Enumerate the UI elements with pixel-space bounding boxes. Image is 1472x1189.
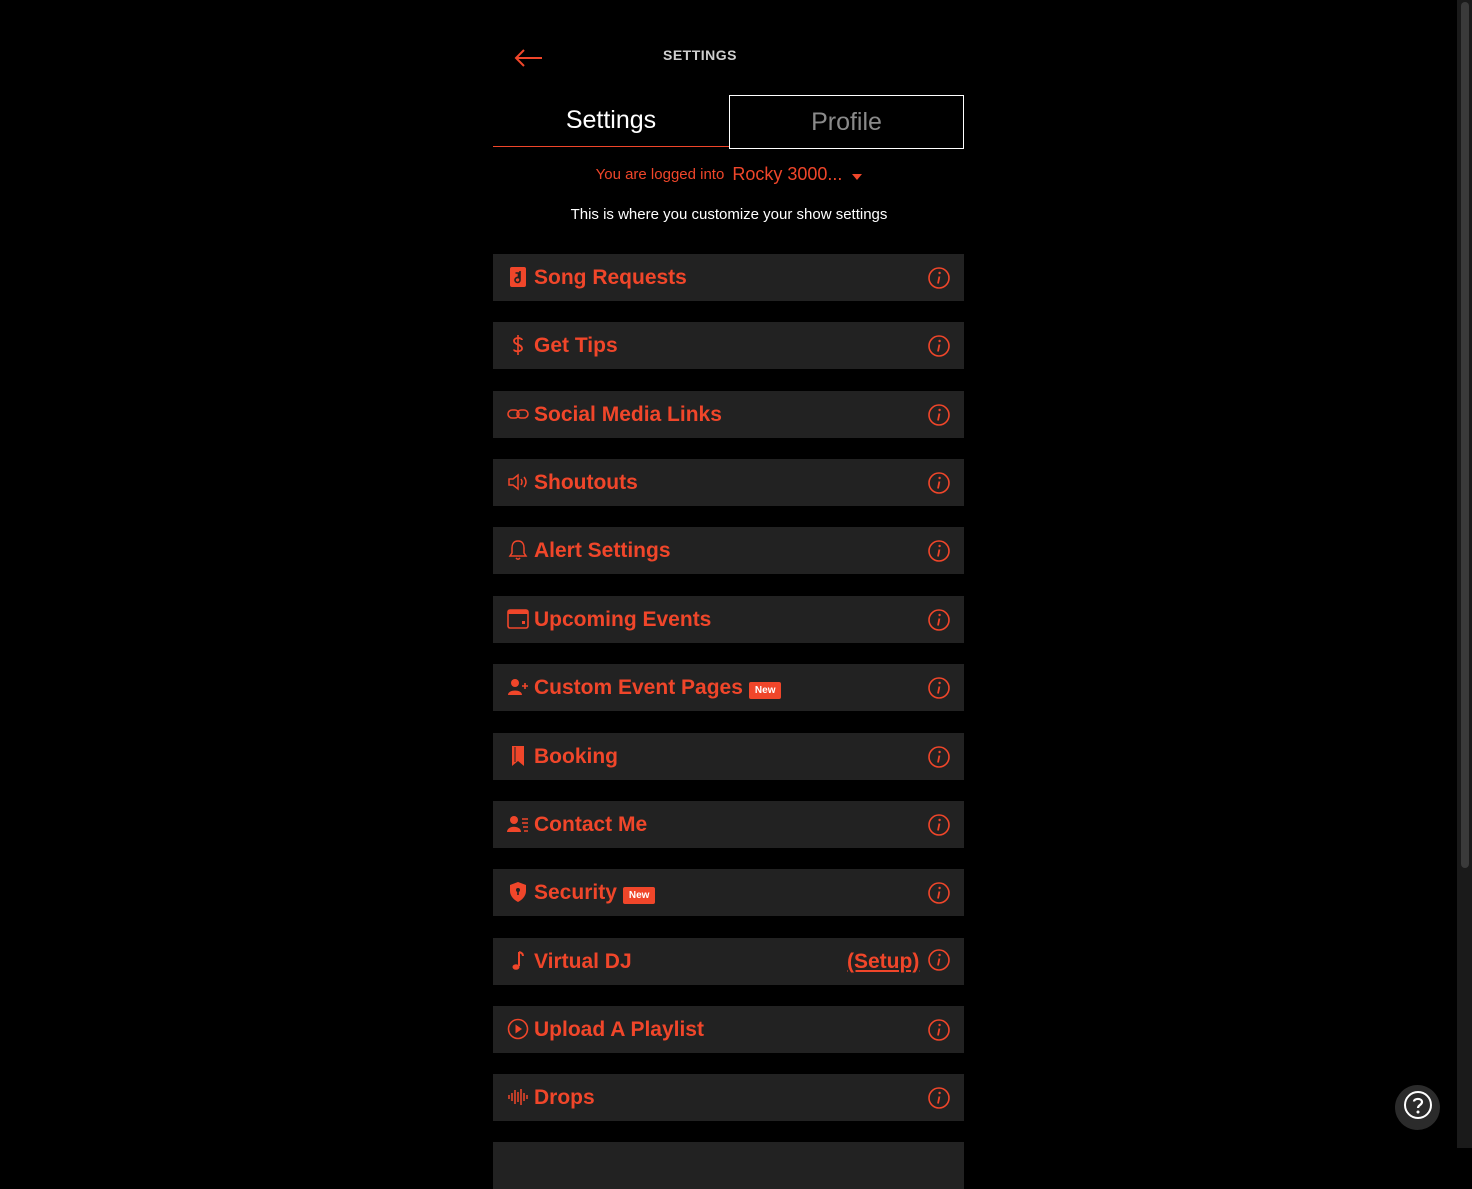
menu-item-shoutouts[interactable] xyxy=(493,459,964,506)
account-dropdown[interactable] xyxy=(732,164,862,185)
link-icon xyxy=(507,403,529,425)
menu-item-song-requests[interactable] xyxy=(493,254,964,301)
question-circle-icon xyxy=(1403,1090,1433,1125)
menu-label: Shoutouts xyxy=(534,470,638,494)
menu-item-security[interactable] xyxy=(493,869,964,916)
caret-down-icon xyxy=(852,174,862,180)
calendar-icon xyxy=(507,608,529,630)
tab-settings[interactable]: Settings xyxy=(493,95,729,147)
info-icon[interactable] xyxy=(927,1086,951,1110)
menu-label: Alert Settings xyxy=(534,538,671,562)
info-icon[interactable] xyxy=(927,948,951,972)
info-icon[interactable] xyxy=(927,608,951,632)
menu-label: Song Requests xyxy=(534,265,687,289)
info-icon[interactable] xyxy=(927,813,951,837)
menu-label: Contact Me xyxy=(534,812,648,836)
new-badge: New xyxy=(749,682,782,699)
info-icon[interactable] xyxy=(927,471,951,495)
new-badge: New xyxy=(623,887,656,904)
menu-label: Upcoming Events xyxy=(534,607,712,631)
menu-label: Drops xyxy=(534,1085,595,1109)
menu-label: Virtual DJ xyxy=(534,949,632,973)
help-button[interactable] xyxy=(1395,1085,1440,1130)
setup-link-text: (Setup) xyxy=(847,949,920,973)
music-note-icon xyxy=(507,950,529,972)
menu-item-get-tips[interactable] xyxy=(493,322,964,369)
menu-label-text: Security xyxy=(534,880,617,904)
menu-item-social-media-links[interactable] xyxy=(493,391,964,438)
speaker-icon xyxy=(507,471,529,493)
menu-label xyxy=(534,869,655,916)
info-icon[interactable] xyxy=(927,1018,951,1042)
page-subtitle: This is where you customize your show settings xyxy=(570,206,888,223)
info-icon[interactable] xyxy=(927,881,951,905)
dollar-icon xyxy=(507,334,529,356)
menu-item-partial[interactable] xyxy=(493,1142,964,1189)
page-title: SETTINGS xyxy=(662,47,737,63)
info-icon[interactable] xyxy=(927,676,951,700)
person-add-icon xyxy=(507,676,529,698)
menu-label: Booking xyxy=(534,744,618,768)
bell-icon xyxy=(507,539,529,561)
info-icon[interactable] xyxy=(927,334,951,358)
play-circle-icon xyxy=(507,1018,529,1040)
contact-icon xyxy=(507,813,529,835)
login-status xyxy=(0,164,1458,185)
soundwave-icon xyxy=(507,1086,529,1108)
menu-item-booking[interactable] xyxy=(493,733,964,780)
menu-item-contact-me[interactable] xyxy=(493,801,964,848)
menu-label: Upload A Playlist xyxy=(534,1017,704,1041)
menu-item-virtual-dj[interactable] xyxy=(493,938,964,985)
scrollbar-thumb[interactable] xyxy=(1461,2,1469,868)
menu-item-upcoming-events[interactable] xyxy=(493,596,964,643)
info-icon[interactable] xyxy=(927,266,951,290)
menu-item-custom-event-pages[interactable] xyxy=(493,664,964,711)
info-icon[interactable] xyxy=(927,539,951,563)
info-icon[interactable] xyxy=(927,745,951,769)
login-label: You are logged into xyxy=(595,166,725,183)
menu-label: Get Tips xyxy=(534,333,618,357)
info-icon[interactable] xyxy=(927,403,951,427)
menu-item-alert-settings[interactable] xyxy=(493,527,964,574)
menu-label-text: Custom Event Pages xyxy=(534,675,743,699)
account-name: Rocky 3000... xyxy=(732,164,843,184)
menu-item-drops[interactable] xyxy=(493,1074,964,1121)
shield-icon xyxy=(507,881,529,903)
bookmark-icon xyxy=(507,745,529,767)
menu-label xyxy=(534,664,781,711)
tab-profile[interactable]: Profile xyxy=(729,95,964,149)
music-file-icon xyxy=(507,266,529,288)
menu-item-upload-a-playlist[interactable] xyxy=(493,1006,964,1053)
setup-link[interactable] xyxy=(847,938,919,985)
menu-label: Social Media Links xyxy=(534,402,722,426)
